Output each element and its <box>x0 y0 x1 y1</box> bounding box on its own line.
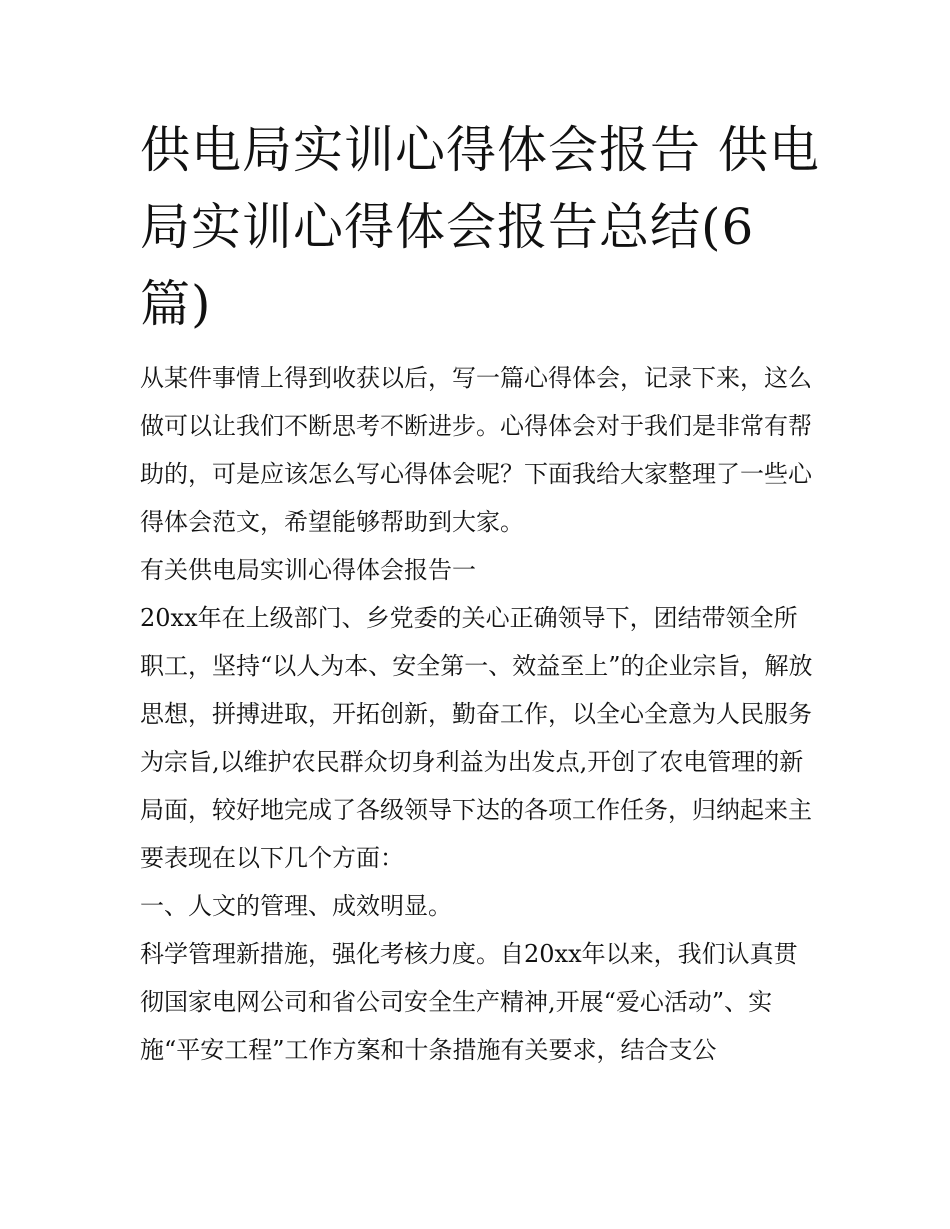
paragraph-section-heading: 有关供电局实训心得体会报告一 <box>140 556 476 584</box>
paragraph-subheading: 一、人文的管理、成效明显。 <box>140 892 452 920</box>
paragraph-intro: 从某件事情上得到收获以后，写一篇心得体会，记录下来，这么做可以让我们不断思考不断进步。心得体会对于我们是非常有帮助的，可是应该怎么写心得体会呢？下面我给大家整理了一些心得体会范文，希望能够帮助到大家。 <box>140 364 812 536</box>
paragraph-work-summary: 20xx年在上级部门、乡党委的关心正确领导下，团结带领全所职工，坚持“以人为本、安全第一、效益至上”的企业宗旨，解放思想，拼搏进取，开拓创新，勤奋工作，以全心全意为人民服务为宗旨,以维护农民群众切身利益为出发点,开创了农电管理的新局面，较好地完成了各级领导下达的各项工作任务，归纳起来主要表现在以下几个方面： <box>140 604 813 872</box>
document-body <box>140 354 820 1074</box>
document-title: 供电局实训心得体会报告 供电局实训心得体会报告总结(6篇) <box>140 121 820 333</box>
paragraph-management: 科学管理新措施，强化考核力度。自20xx年以来，我们认真贯彻国家电网公司和省公司安全生产精神,开展“爱心活动”、实施“平安工程”工作方案和十条措施有关要求，结合支公 <box>140 940 798 1064</box>
